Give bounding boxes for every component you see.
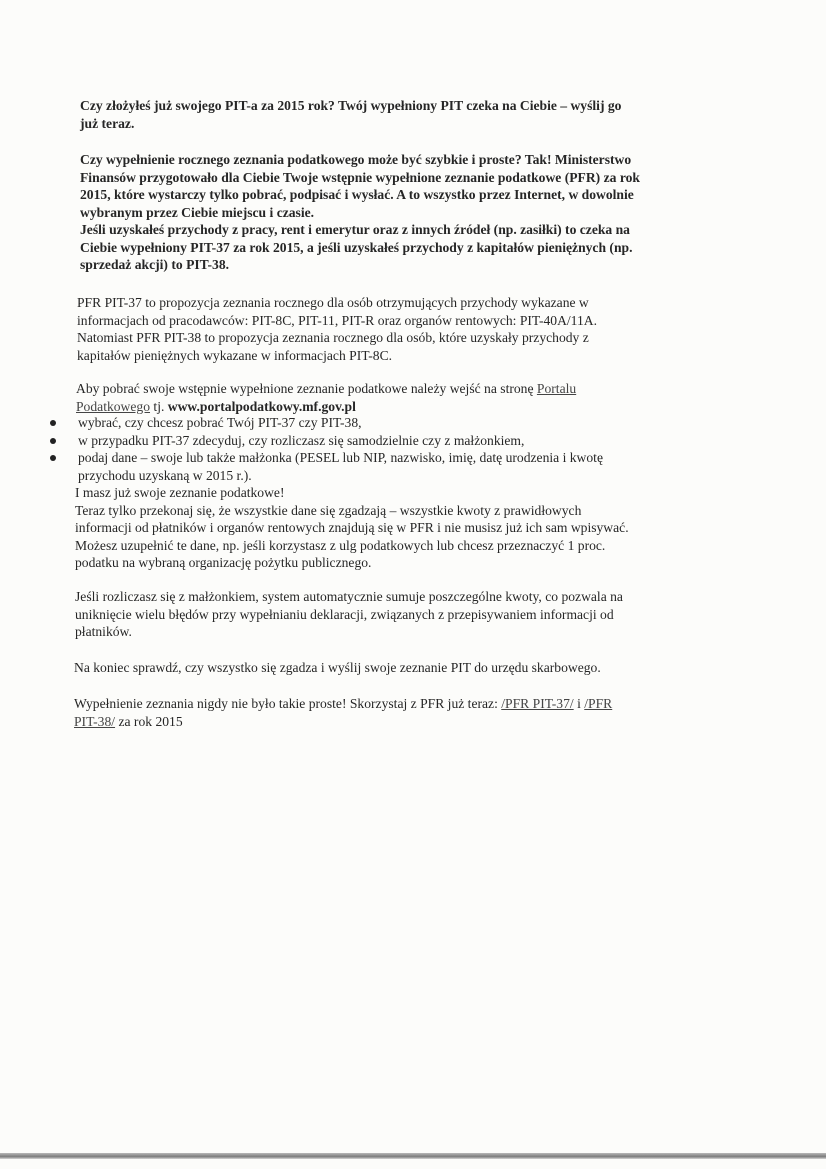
pfr-line: PFR PIT-37 to propozycja zeznania rocznego dla osób otrzymujących przychody wykazane w xyxy=(77,295,589,310)
pfr-line: informacjach od pracodawców: PIT-8C, PIT-11, PIT-R oraz organów rentowych: PIT-40A/11A. xyxy=(77,312,597,328)
confirm-line: Możesz uzupełnić te dane, np. jeśli korzystasz z ulg podatkowych lub chcesz przeznaczyć 1 proc. xyxy=(75,537,606,553)
intro-paragraph xyxy=(80,97,621,132)
confirm-paragraph xyxy=(75,484,629,572)
pfr-line: Natomiast PFR PIT-38 to propozycja zeznania rocznego dla osób, które uzyskały przychody z xyxy=(77,330,589,345)
check-line: Na koniec sprawdź, czy wszystko się zgadza i wyślij swoje zeznanie PIT do urzędu skarbowego. xyxy=(74,660,601,675)
pfr-pit38-link-continued[interactable]: PIT-38/ xyxy=(74,713,116,729)
confirm-line: Teraz tylko przekonaj się, że wszystkie dane się zgadzają – wszystkie kwoty z prawidłowych xyxy=(75,502,582,518)
bullet-icon xyxy=(50,420,56,426)
steps-list xyxy=(78,414,603,484)
spouse-line: uniknięcie wielu błędów przy wypełnianiu deklaracji, związanych z przepisywaniem informacji od xyxy=(75,606,614,622)
list-item: wybrać, czy chcesz pobrać Twój PIT-37 czy PIT-38, xyxy=(78,415,362,430)
lead-line: Ciebie wypełniony PIT-37 za rok 2015, a jeśli uzyskałeś przychody z kapitałów pieniężnych (np. xyxy=(80,239,633,255)
portal-tj-text: tj. xyxy=(153,398,165,414)
confirm-line: I masz już swoje zeznanie podatkowe! xyxy=(75,485,285,500)
portal-url: www.portalpodatkowy.mf.gov.pl xyxy=(167,398,356,414)
list-item: podaj dane – swoje lub także małżonka (PESEL lub NIP, nazwisko, imię, datę urodzenia i kwotę xyxy=(78,450,603,465)
closing-text: Wypełnienie zeznania nigdy nie było takie proste! Skorzystaj z PFR już teraz: xyxy=(74,696,498,711)
bullet-icon xyxy=(50,455,56,461)
pfr-paragraph xyxy=(77,294,597,364)
intro-line: już teraz. xyxy=(80,115,135,131)
portal-link[interactable]: Portalu xyxy=(536,381,577,396)
list-item-continued: przychodu uzyskaną w 2015 r.). xyxy=(78,467,252,483)
confirm-line: informacji od płatników i organów rentowych znajdują się w PFR i nie musisz już ich sam wpisywać. xyxy=(75,520,629,535)
closing-line-2 xyxy=(74,713,612,731)
portal-link-continued[interactable]: Podatkowego xyxy=(76,398,151,414)
lead-line: 2015, które wystarczy tylko pobrać, podpisać i wysłać. A to wszystko przez Internet, w dowolnie xyxy=(80,187,634,202)
check-paragraph xyxy=(74,659,601,677)
lead-paragraph xyxy=(80,151,640,274)
pfr-pit37-link[interactable]: /PFR PIT-37/ xyxy=(501,696,574,711)
portal-paragraph xyxy=(76,380,576,415)
spouse-line: płatników. xyxy=(75,624,132,639)
bullet-icon xyxy=(50,438,56,444)
spouse-line: Jeśli rozliczasz się z małżonkiem, system automatycznie sumuje poszczególne kwoty, co pozwala na xyxy=(75,589,623,604)
closing-year-text: za rok 2015 xyxy=(118,713,183,729)
lead-line: Czy wypełnienie rocznego zeznania podatkowego może być szybkie i proste? Tak! Ministerstwo xyxy=(80,152,632,167)
lead-line: Finansów przygotowało dla Ciebie Twoje wstępnie wypełnione zeznanie podatkowe (PFR) za rok xyxy=(80,169,640,185)
closing-conjunction: i xyxy=(577,696,581,711)
portal-intro-text: Aby pobrać swoje wstępnie wypełnione zeznanie podatkowe należy wejść na stronę xyxy=(76,381,534,396)
pfr-pit38-link[interactable]: /PFR xyxy=(584,696,613,711)
portal-line-2 xyxy=(76,398,576,416)
list-item: w przypadku PIT-37 zdecyduj, czy rozliczasz się samodzielnie czy z małżonkiem, xyxy=(78,432,525,448)
closing-line-1 xyxy=(74,695,612,713)
closing-paragraph xyxy=(74,695,612,730)
scan-edge-divider xyxy=(0,1153,826,1159)
lead-line: Jeśli uzyskałeś przychody z pracy, rent i emerytur oraz z innych źródeł (np. zasiłki) to czeka na xyxy=(80,222,630,237)
spouse-paragraph xyxy=(75,588,623,641)
lead-line: wybranym przez Ciebie miejscu i czasie. xyxy=(80,204,315,220)
portal-line-1 xyxy=(76,380,576,398)
intro-line: Czy złożyłeś już swojego PIT-a za 2015 rok? Twój wypełniony PIT czeka na Ciebie – wyślij go xyxy=(80,98,622,113)
pfr-line: kapitałów pieniężnych wykazane w informacjach PIT-8C. xyxy=(77,347,393,363)
confirm-line: podatku na wybraną organizację pożytku publicznego. xyxy=(75,555,372,570)
lead-line: sprzedaż akcji) to PIT-38. xyxy=(80,257,230,272)
